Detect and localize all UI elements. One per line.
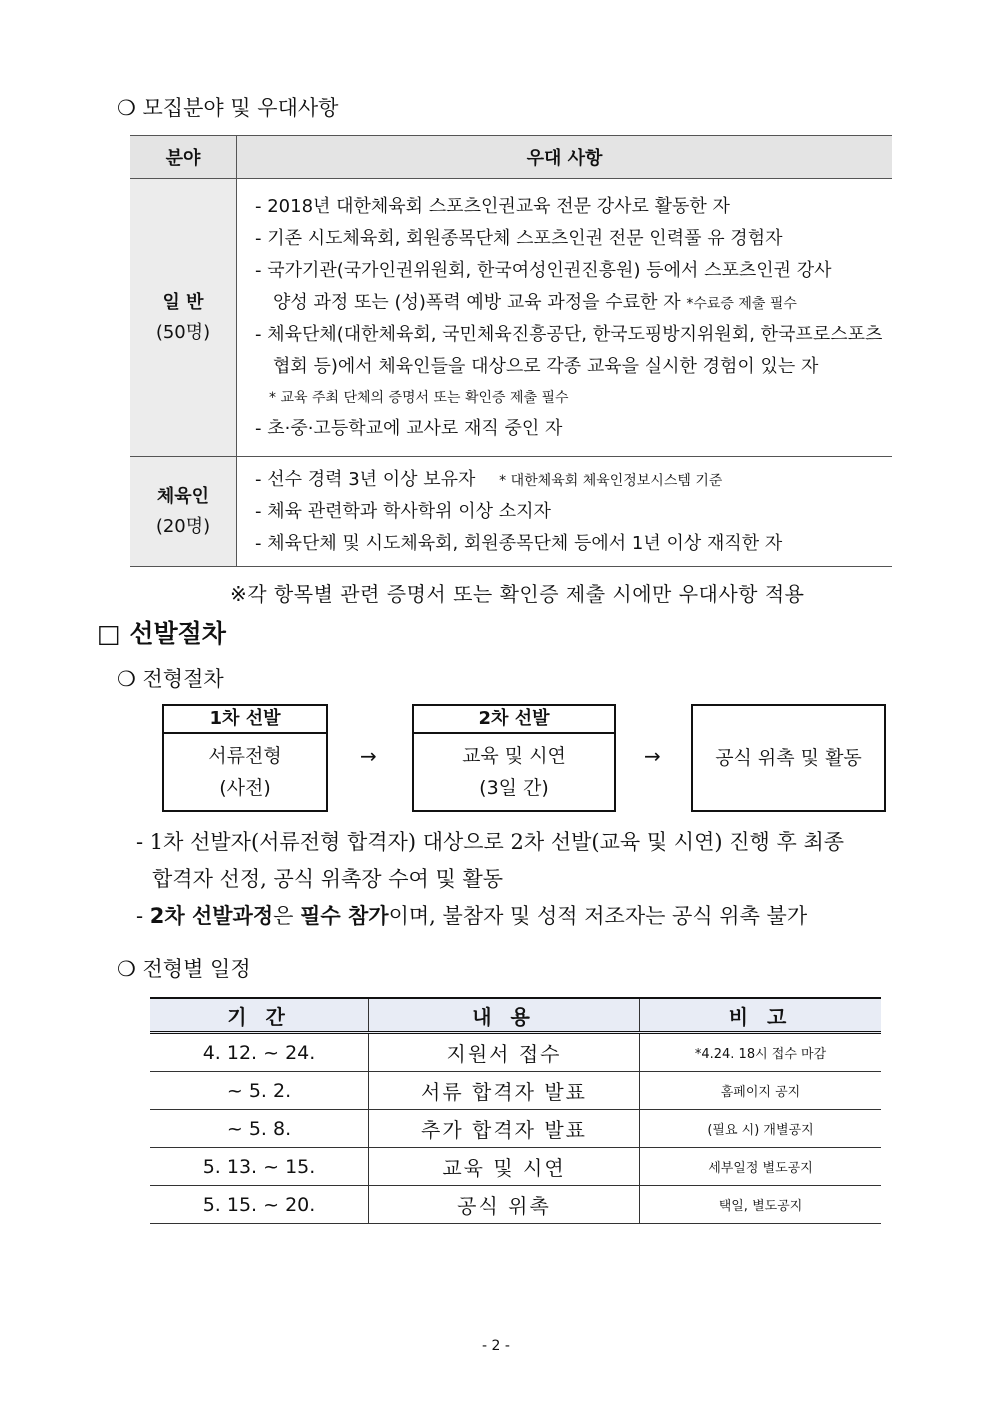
table-row-athlete bbox=[130, 457, 892, 567]
flow-arrow-icon: → bbox=[360, 744, 377, 768]
table-row bbox=[150, 1033, 881, 1072]
list-item: - 초·중·고등학교에 교사로 재직 중인 자 bbox=[255, 417, 563, 439]
flow-box-line: 서류전형 bbox=[208, 745, 282, 767]
flow-box-text: 공식 위촉 및 활동 bbox=[715, 747, 862, 769]
list-item bbox=[255, 287, 892, 319]
schedule-table bbox=[150, 997, 881, 1224]
emphasis-mandatory: 필수 참가 bbox=[300, 904, 389, 928]
system-note: * 대한체육회 체육인정보시스템 기준 bbox=[499, 472, 723, 489]
text: 이며, 불참자 및 성적 저조자는 공식 위촉 불가 bbox=[388, 904, 808, 928]
preference-list-athlete bbox=[237, 457, 893, 567]
flow-box-second-selection bbox=[412, 704, 616, 812]
flow-box-first-selection bbox=[162, 704, 328, 812]
period-cell: 5. 13. ~ 15. bbox=[150, 1148, 369, 1186]
list-item: - 국가기관(국가인권위원회, 한국여성인권진흥원) 등에서 스포츠인권 강사 bbox=[255, 259, 832, 281]
flow-box-line: 교육 및 시연 bbox=[462, 745, 566, 767]
period-cell: ~ 5. 8. bbox=[150, 1110, 369, 1148]
text: 은 bbox=[273, 904, 301, 928]
process-description-line1: - 1차 선발자(서류전형 합격자) 대상으로 2차 선발(교육 및 시연) 진행 후 최종 bbox=[136, 830, 845, 854]
list-item bbox=[255, 464, 892, 496]
table-header-row bbox=[130, 136, 892, 179]
header-remarks: 비 고 bbox=[640, 998, 882, 1033]
list-item: - 체육 관련학과 학사학위 이상 소지자 bbox=[255, 500, 551, 522]
section-heading-recruitment: ❍ 모집분야 및 우대사항 bbox=[117, 96, 339, 120]
remarks-cell: *4.24. 18시 접수 마감 bbox=[640, 1033, 882, 1072]
flow-box-line: (사전) bbox=[219, 777, 271, 799]
list-item-text: 양성 과정 또는 (성)폭력 예방 교육 과정을 수료한 자 bbox=[273, 291, 681, 313]
remarks-cell: 세부일정 별도공지 bbox=[640, 1148, 882, 1186]
footnote: ※각 항목별 관련 증명서 또는 확인증 제출 시에만 우대사항 적용 bbox=[230, 582, 805, 606]
category-general bbox=[130, 179, 237, 457]
list-item: - 기존 시도체육회, 회원종목단체 스포츠인권 전문 인력풀 유 경험자 bbox=[255, 227, 783, 249]
remarks-cell: 홈페이지 공지 bbox=[640, 1072, 882, 1110]
subheading-schedule: ❍ 전형별 일정 bbox=[117, 957, 251, 981]
list-item: - 2018년 대한체육회 스포츠인권교육 전문 강사로 활동한 자 bbox=[255, 195, 730, 217]
page-number: - 2 - bbox=[482, 1338, 510, 1354]
period-cell: ~ 5. 2. bbox=[150, 1072, 369, 1110]
process-requirement bbox=[136, 900, 807, 930]
list-item-text: - 선수 경력 3년 이상 보유자 bbox=[255, 468, 476, 490]
content-cell: 지원서 접수 bbox=[369, 1033, 640, 1072]
header-field: 분야 bbox=[130, 136, 237, 179]
header-content: 내 용 bbox=[369, 998, 640, 1033]
list-item: - 체육단체(대한체육회, 국민체육진흥공단, 한국도핑방지위원회, 한국프로스포츠 bbox=[255, 323, 883, 345]
subheading-process: ❍ 전형절차 bbox=[117, 667, 224, 691]
list-item: 협회 등)에서 체육인들을 대상으로 각종 교육을 실시한 경험이 있는 자 bbox=[273, 355, 819, 377]
section-heading-selection: □ 선발절차 bbox=[97, 619, 226, 648]
list-item: - 체육단체 및 시도체육회, 회원종목단체 등에서 1년 이상 재직한 자 bbox=[255, 532, 783, 554]
flow-arrow-icon: → bbox=[644, 744, 661, 768]
recruitment-table bbox=[130, 135, 892, 567]
flow-box-appointment bbox=[691, 704, 886, 812]
period-cell: 5. 15. ~ 20. bbox=[150, 1186, 369, 1224]
category-count: (50명) bbox=[155, 321, 211, 343]
table-header-row bbox=[150, 998, 881, 1033]
category-name: 일 반 bbox=[162, 291, 204, 313]
table-row bbox=[150, 1186, 881, 1224]
table-row bbox=[150, 1072, 881, 1110]
certificate-note: * 교육 주최 단체의 증명서 또는 확인증 제출 필수 bbox=[269, 389, 569, 406]
preference-list-general bbox=[237, 179, 893, 457]
category-name: 체육인 bbox=[156, 485, 210, 507]
certificate-note: *수료증 제출 필수 bbox=[686, 295, 797, 312]
content-cell: 추가 합격자 발표 bbox=[369, 1110, 640, 1148]
dash: - bbox=[136, 904, 150, 928]
table-row bbox=[150, 1110, 881, 1148]
header-preference: 우대 사항 bbox=[237, 136, 893, 179]
remarks-cell: 택일, 별도공지 bbox=[640, 1186, 882, 1224]
category-athlete bbox=[130, 457, 237, 567]
flow-box-title: 1차 선발 bbox=[164, 706, 326, 734]
period-cell: 4. 12. ~ 24. bbox=[150, 1033, 369, 1072]
header-period: 기 간 bbox=[150, 998, 369, 1033]
remarks-cell: (필요 시) 개별공지 bbox=[640, 1110, 882, 1148]
table-row-general bbox=[130, 179, 892, 457]
flow-box-line: (3일 간) bbox=[479, 777, 549, 799]
process-description-line2: 합격자 선정, 공식 위촉장 수여 및 활동 bbox=[152, 867, 504, 891]
content-cell: 교육 및 시연 bbox=[369, 1148, 640, 1186]
category-count: (20명) bbox=[155, 515, 211, 537]
table-row bbox=[150, 1148, 881, 1186]
emphasis-second-selection: 2차 선발과정 bbox=[149, 904, 274, 928]
content-cell: 서류 합격자 발표 bbox=[369, 1072, 640, 1110]
content-cell: 공식 위촉 bbox=[369, 1186, 640, 1224]
flow-box-title: 2차 선발 bbox=[414, 706, 614, 734]
